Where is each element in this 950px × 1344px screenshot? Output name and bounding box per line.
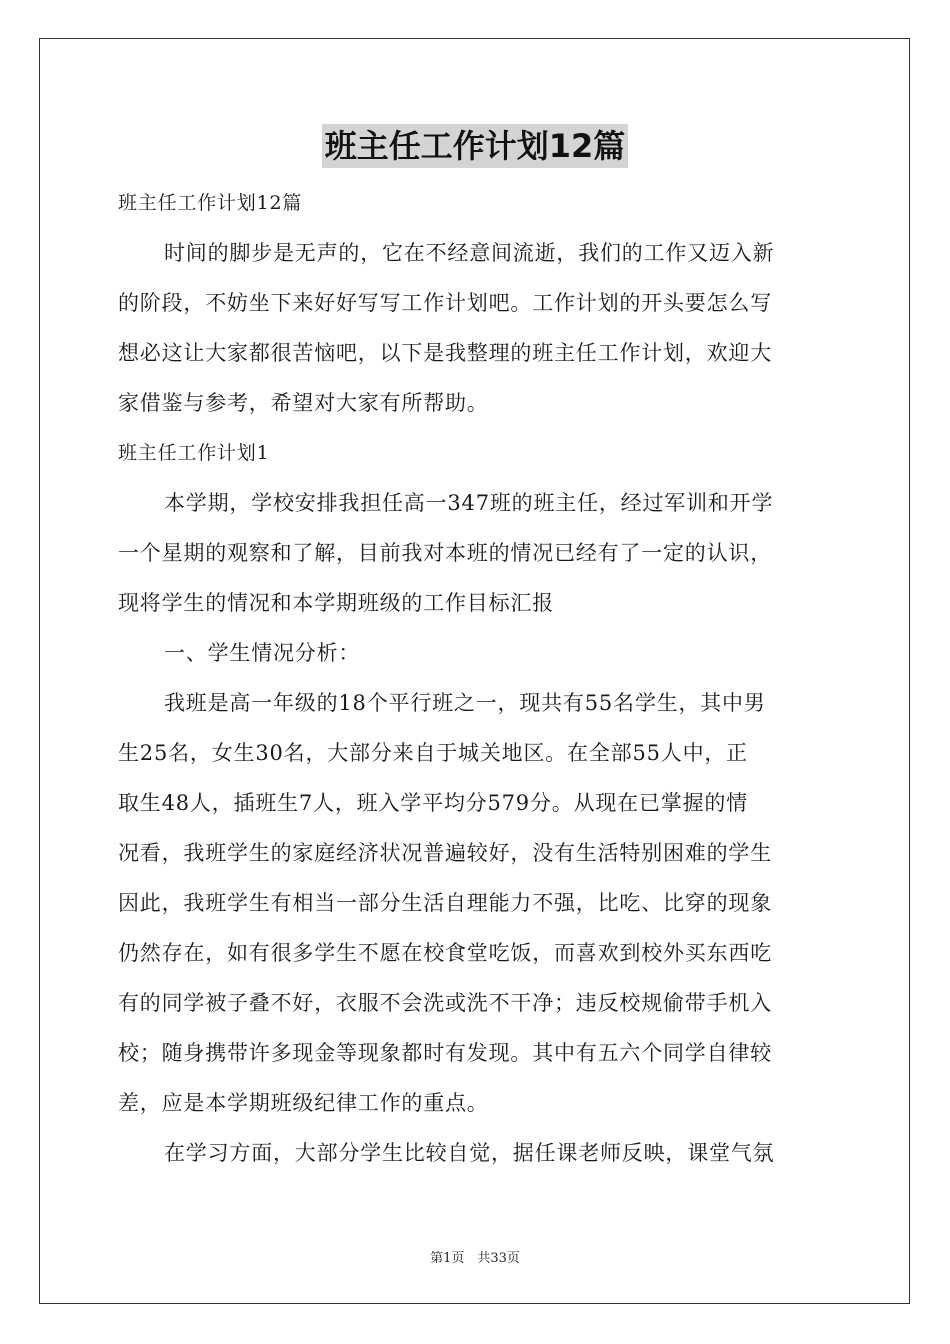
text-line: 我班是高一年级的18个平行班之一，现共有55名学生，其中男 — [164, 691, 766, 715]
text-line: 生25名，女生30名，大部分来自于城关地区。在全部55人中，正 — [118, 741, 748, 765]
text-line: 况看，我班学生的家庭经济状况普遍较好，没有生活特别困难的学生 — [118, 841, 772, 865]
text-line: 一、学生情况分析： — [164, 641, 361, 665]
text-line: 在学习方面，大部分学生比较自觉，据任课老师反映，课堂气氛 — [164, 1141, 775, 1165]
text-line: 想必这让大家都很苦恼吧，以下是我整理的班主任工作计划，欢迎大 — [118, 341, 772, 365]
text-line: 校；随身携带许多现金等现象都时有发现。其中有五六个同学自律较 — [118, 1041, 772, 1065]
text-line: 一个星期的观察和了解，目前我对本班的情况已经有了一定的认识， — [118, 541, 772, 565]
page-footer: 第1页 共33页 — [430, 1251, 520, 1266]
document-body — [118, 178, 832, 1178]
title-container — [0, 124, 950, 168]
text-line: 班主任工作计划12篇 — [118, 192, 303, 214]
text-line: 因此，我班学生有相当一部分生活自理能力不强，比吃、比穿的现象 — [118, 891, 772, 915]
text-line: 有的同学被子叠不好，衣服不会洗或洗不干净；违反校规偷带手机入 — [118, 991, 772, 1015]
document-title: 班主任工作计划12篇 — [322, 124, 629, 168]
text-line: 班主任工作计划1 — [118, 442, 270, 464]
text-line: 差，应是本学期班级纪律工作的重点。 — [118, 1091, 489, 1115]
text-line: 本学期，学校安排我担任高一347班的班主任，经过军训和开学 — [164, 491, 774, 515]
text-line: 时间的脚步是无声的，它在不经意间流逝，我们的工作又迈入新 — [164, 241, 775, 265]
text-line: 的阶段，不妨坐下来好好写写工作计划吧。工作计划的开头要怎么写 — [118, 291, 772, 315]
text-line: 家借鉴与参考，希望对大家有所帮助。 — [118, 391, 489, 415]
text-line: 取生48人，插班生7人，班入学平均分579分。从现在已掌握的情 — [118, 791, 748, 815]
text-line: 现将学生的情况和本学期班级的工作目标汇报 — [118, 591, 554, 615]
text-line: 仍然存在，如有很多学生不愿在校食堂吃饭，而喜欢到校外买东西吃 — [118, 941, 772, 965]
